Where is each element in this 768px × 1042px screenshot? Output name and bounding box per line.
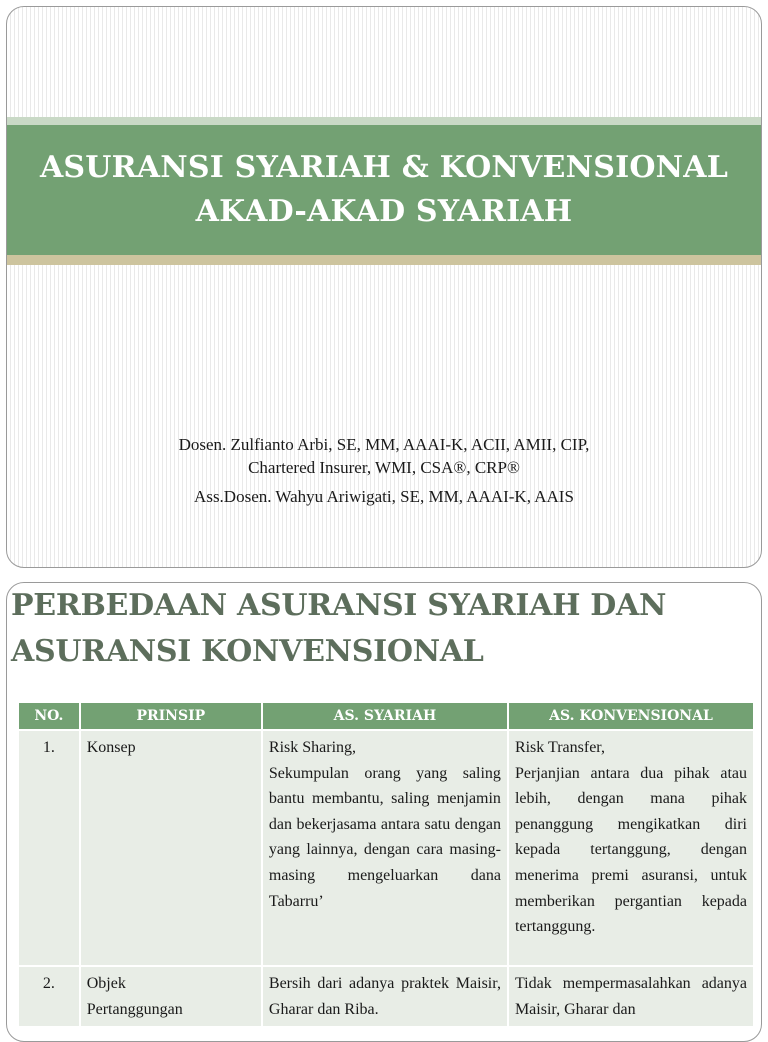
slide-heading (11, 583, 751, 675)
cell-prinsip (81, 967, 261, 1026)
cell-prinsip-line-2: Pertanggungan (86, 1000, 183, 1018)
table-row (19, 967, 753, 1026)
author-line-3: Ass.Dosen. Wahyu Ariwigati, SE, MM, AAAI-K, AAIS (194, 487, 574, 506)
cell-syariah (263, 731, 507, 965)
header-konvensional: AS. KONVENSIONAL (509, 703, 753, 729)
slide-title (6, 6, 762, 568)
cell-konvensional-text: Perjanjian antara dua pihak atau lebih, dengan mana pihak penanggung mengikatkan diri kepada tertanggung, dengan menerima premi asuransi, untuk memberikan pergantian kepada tertanggung. (514, 764, 747, 936)
cell-syariah: Bersih dari adanya praktek Maisir, Gharar dan Riba. (263, 967, 507, 1026)
cell-syariah-text: Sekumpulan orang yang saling bantu membantu, saling menjamin dan bekerjasama antara satu dengan yang lainnya, dengan cara masing-masing mengeluarkan dana Tabarru’ (268, 764, 501, 910)
header-no: NO. (19, 703, 79, 729)
cell-no: 2. (19, 967, 79, 1026)
cell-no: 1. (19, 731, 79, 965)
table-row (19, 731, 753, 965)
cell-konvensional-heading: Risk Transfer, (514, 739, 605, 756)
header-syariah: AS. SYARIAH (263, 703, 507, 729)
slide-comparison (6, 582, 762, 1042)
slide-heading-line-1: PERBEDAAN ASURANSI SYARIAH DAN (11, 588, 667, 623)
cell-prinsip: Konsep (81, 731, 261, 965)
table-header-row (19, 703, 753, 729)
slide-title-line-2: AKAD-AKAD SYARIAH (195, 194, 573, 229)
comparison-table (17, 701, 755, 1028)
author-line-2: Chartered Insurer, WMI, CSA®, CRP® (248, 458, 520, 477)
title-band-accent-top (7, 117, 761, 125)
title-band (7, 125, 761, 255)
cell-prinsip-line-1: Objek (86, 975, 126, 992)
cell-konvensional (509, 731, 753, 965)
slide-title-line-1: ASURANSI SYARIAH & KONVENSIONAL (39, 150, 729, 185)
title-band-accent-bottom (7, 255, 761, 265)
author-line-1: Dosen. Zulfianto Arbi, SE, MM, AAAI-K, ACII, AMII, CIP, (178, 435, 590, 454)
slide-heading-line-2: ASURANSI KONVENSIONAL (11, 634, 484, 669)
header-prinsip: PRINSIP (81, 703, 261, 729)
cell-konvensional: Tidak mempermasalahkan adanya Maisir, Gharar dan (509, 967, 753, 1026)
author-block (7, 433, 761, 508)
cell-syariah-heading: Risk Sharing, (268, 739, 357, 756)
